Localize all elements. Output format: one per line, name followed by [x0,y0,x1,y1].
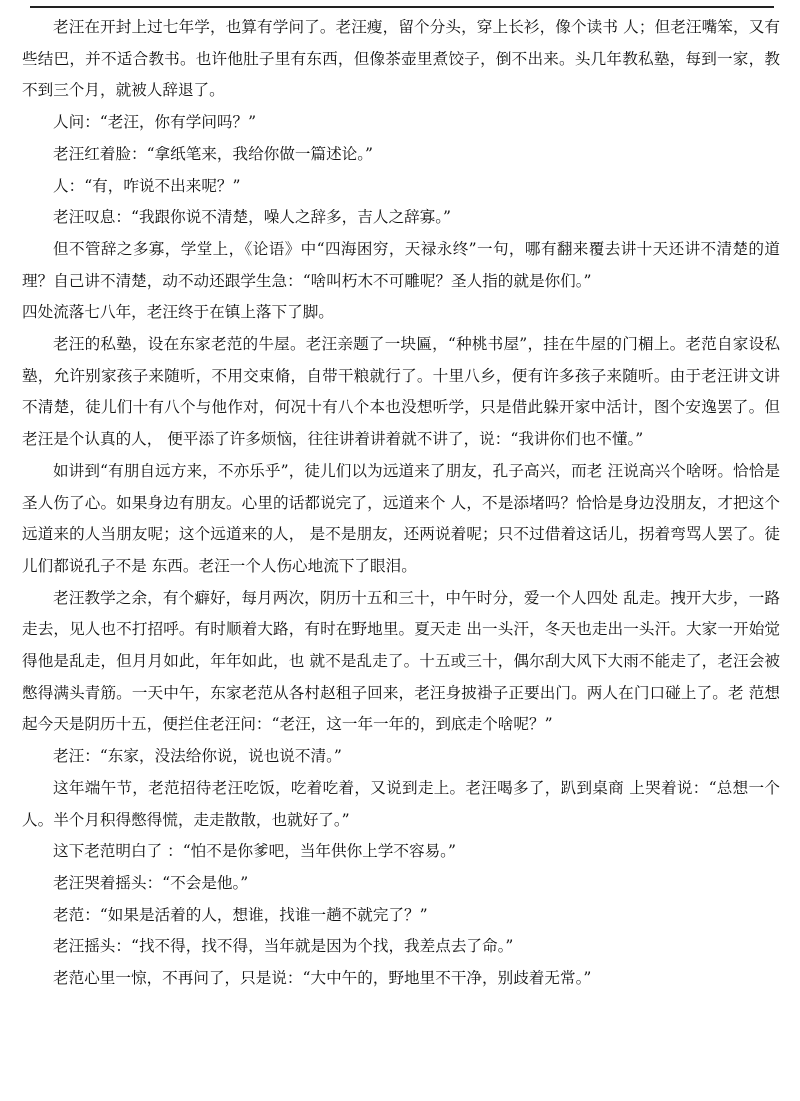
paragraph-10: 老汪教学之余，有个癖好，每月两次，阴历十五和三十，中午时分，爱一个人四处 乱走。拽开大步，一路走去，见人也不打招呼。有时顺着大路，有时在野地里。夏天走 出一头汗，冬天也走出一头汗。大家一开始觉得他是乱走，但月月如此，年年如此，也 就不是乱走了。十五或三十，偶尔刮大风下大雨不能走了，老汪会被憋得满头青筋。一天中午，东家老范从各村赵租子回来，老汪身披褂子正要出门。两人在门口碰上了。老 范想起今天是阴历十五，便拦住老汪问：“老汪，这一年一年的，到底走个啥呢？” [22,588,780,734]
paragraph-14: 老汪哭着摇头：“不会是他。” [53,873,249,892]
paragraph-3: 老汪红着脸：“拿纸笔来，我给你做一篇述论。” [53,144,374,163]
paragraph-2: 人问：“老汪，你有学问吗？” [53,113,257,132]
paragraph-12: 这年端午节，老范招待老汪吃饭，吃着吃着，又说到走上。老汪喝多了，趴到桌商 上哭着说：“总想一个人。半个月积得憋得慌，走走散散，也就好了。” [22,778,780,829]
paragraph-8: 老汪的私塾，设在东家老范的牛屋。老汪亲题了一块匾，“种桃书屋”，挂在牛屋的门楣上。老范自家设私塾，允许别家孩子来随听，不用交束脩，自带干粮就行了。十里八乡，便有许多孩子来随听。由于老汪讲文讲不清楚，徒儿们十有八个与他作对，何况十有八个本也没想听学，只是借此躲开家中活计，图个安逸罢了。但老汪是个认真的人， 便平添了许多烦恼，往往讲着讲着就不讲了，说：“我讲你们也不懂。” [22,335,780,449]
paragraph-1: 老汪在开封上过七年学，也算有学问了。老汪瘦，留个分头，穿上长衫，像个读书 人；但老汪嘴笨，又有些结巴，并不适合教书。也许他肚子里有东西，但像茶壶里煮饺子，倒不出来。头几年教私塾，每到一家，教不到三个月，就被人辞退了。 [22,18,780,100]
paragraph-5: 老汪叹息：“我跟你说不清楚，噪人之辞多，吉人之辞寡。” [53,208,451,227]
paragraph-16: 老汪摇头：“找不得，找不得，当年就是因为个找，我差点去了命。” [53,937,514,956]
paragraph-9: 如讲到“有朋自远方来，不亦乐乎”，徒儿们以为远道来了朋友，孔子高兴，而老 汪说高兴个啥呀。恰恰是圣人伤了心。如果身边有朋友。心里的话都说完了，远道来个 人，不是添堵吗？恰恰是身边没朋友，才把这个远道来的人当朋友呢；这个远道来的人， 是不是朋友，还两说着呢；只不过借着这话儿，拐着弯骂人罢了。徒儿们都说孔子不是 东西。老汪一个人伤心地流下了眼泪。 [22,461,780,575]
paragraph-13: 这下老范明白了 ：“怕不是你爹吧，当年供你上学不容易。” [53,842,456,861]
paragraph-6: 但不管辞之多寡，学堂上，《论语》中“四海困穷，天禄永终”一句，哪有翻来覆去讲十天还讲不清楚的道理？自己讲不清楚，动不动还跟学生急：“啥叫朽木不可雕呢？圣人指的就是你们。” [22,239,780,290]
paragraph-11: 老汪：“东家，没法给你说，说也说不清。” [53,747,342,766]
paragraph-7: 四处流落七八年，老汪终于在镇上落下了脚。 [22,303,334,322]
document-body [22,12,780,995]
paragraph-4: 人：“有，咋说不出来呢？” [53,176,241,195]
top-rule [30,6,774,8]
paragraph-17: 老范心里一惊，不再问了，只是说：“大中午的，野地里不干净，别歧着无常。” [53,969,592,988]
paragraph-15: 老范：“如果是活着的人，想谁，找谁一趟不就完了？” [53,905,428,924]
